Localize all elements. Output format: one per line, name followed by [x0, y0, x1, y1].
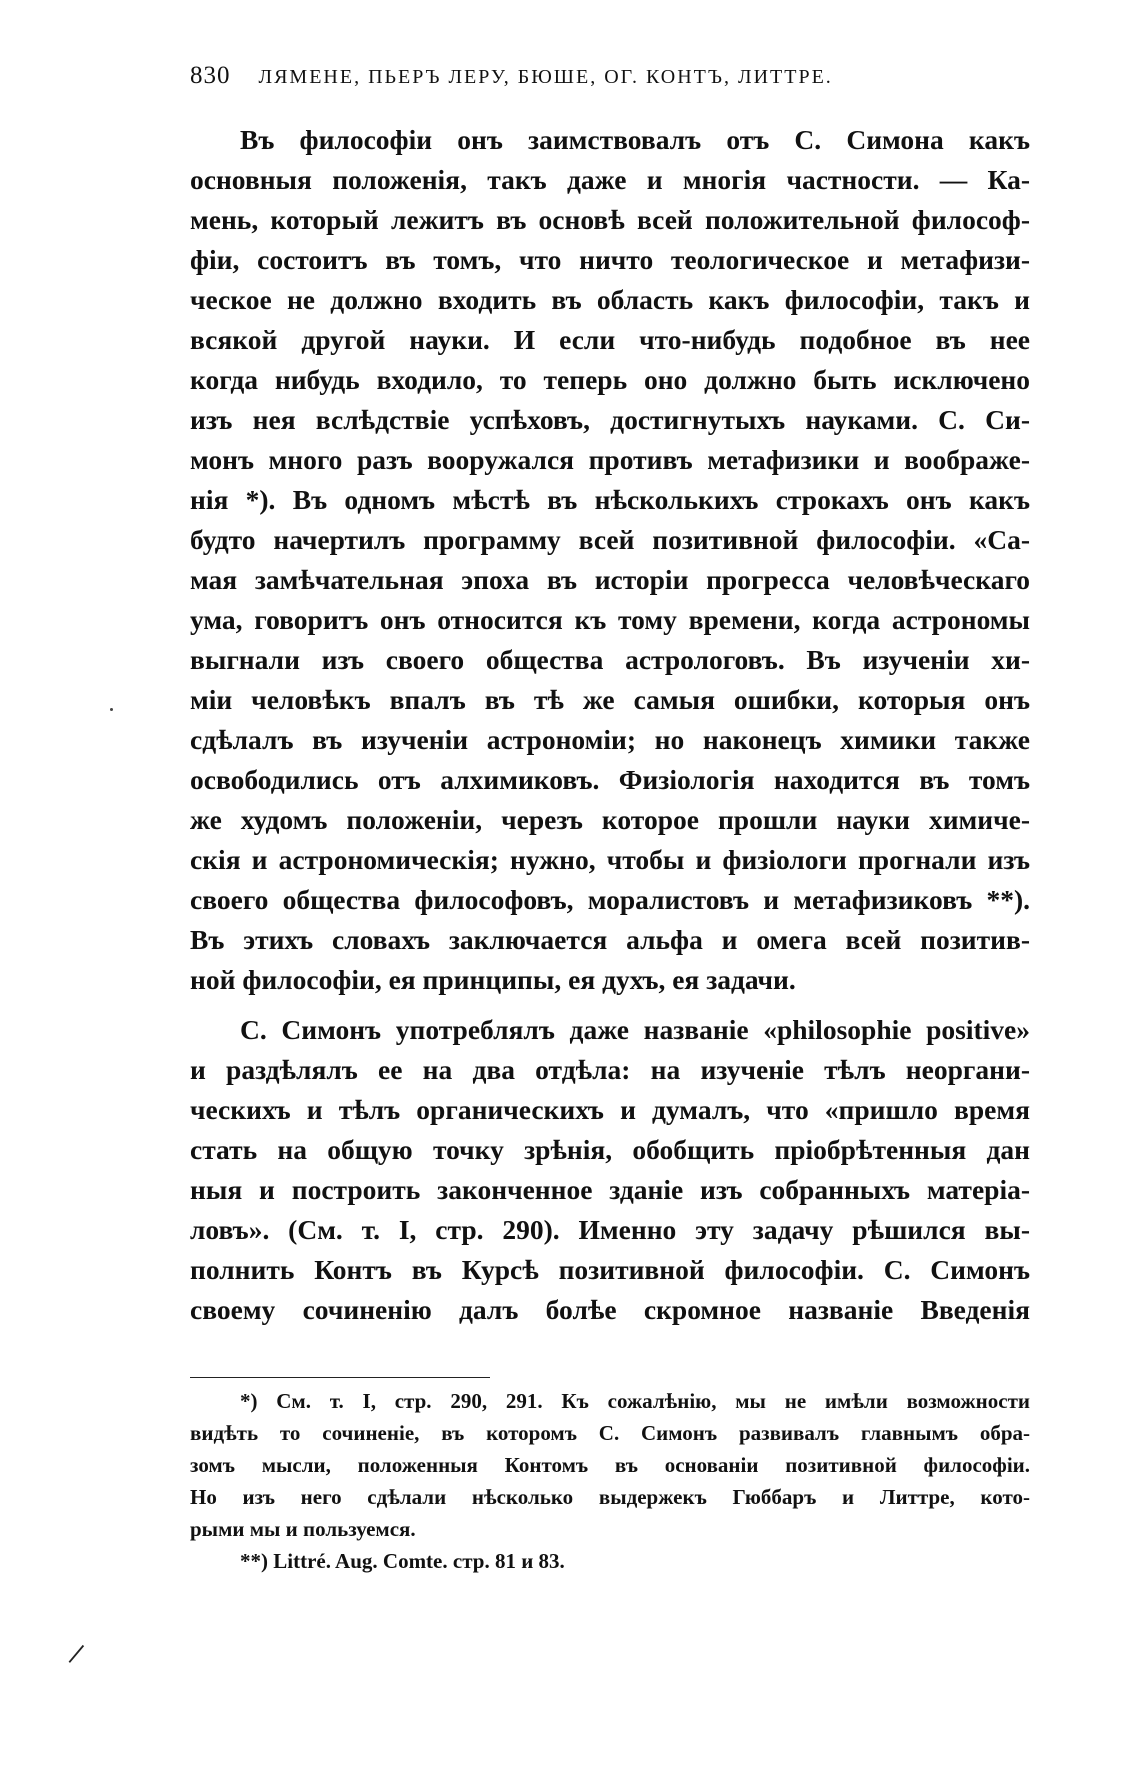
- footnotes: [190, 1385, 1030, 1577]
- text-line: ума, говоритъ онъ относится къ тому времени, когда астрономы: [190, 604, 1030, 635]
- footnote-line: Но изъ него сдѣлали нѣсколько выдержекъ Гюббаръ и Литтре, кото-: [190, 1485, 1030, 1509]
- page-number: 830: [190, 62, 231, 89]
- text-line: ческихъ и тѣлъ органическихъ и думалъ, что «пришло время: [190, 1094, 1030, 1125]
- paragraph-gap: [190, 1000, 1030, 1010]
- scan-mark-icon: ❘: [62, 1637, 93, 1669]
- text-line: основныя положенія, такъ даже и многія частности. — Ка-: [190, 164, 1030, 195]
- text-line: будто начертилъ программу всей позитивной философіи. «Са-: [190, 524, 1030, 555]
- text-line: міи человѣкъ впалъ въ тѣ же самыя ошибки, которыя онъ: [190, 684, 1030, 715]
- text-line: всякой другой науки. И если что-нибудь подобное въ нее: [190, 324, 1030, 355]
- text-line: ныя и построить законченное зданіе изъ собранныхъ матеріа-: [190, 1174, 1030, 1205]
- paragraph-2: [190, 1010, 1030, 1330]
- footnote-2: [190, 1545, 1030, 1577]
- text-line: и раздѣлялъ ее на два отдѣла: на изученіе тѣлъ неоргани-: [190, 1054, 1030, 1085]
- text-line: ловъ». (См. т. I, стр. 290). Именно эту задачу рѣшился вы-: [190, 1214, 1030, 1245]
- text-line: выгнали изъ своего общества астрологовъ. Въ изученіи хи-: [190, 644, 1030, 675]
- text-line: мая замѣчательная эпоха въ исторіи прогресса человѣческаго: [190, 564, 1030, 595]
- text-line: ческое не должно входить въ область какъ философіи, такъ и: [190, 284, 1030, 315]
- footnote-line: *) См. т. I, стр. 290, 291. Къ сожалѣнію, мы не имѣли возможности: [240, 1389, 1030, 1413]
- main-text: [190, 120, 1030, 1330]
- footnote-line: видѣть то сочиненіе, въ которомъ С. Симонъ развивалъ главнымъ обра-: [190, 1421, 1030, 1445]
- paragraph-1: [190, 120, 1030, 1000]
- text-line: Въ этихъ словахъ заключается альфа и омега всей позитив-: [190, 924, 1030, 955]
- text-line: своего общества философовъ, моралистовъ и метафизиковъ **).: [190, 884, 1030, 915]
- text-line: освободились отъ алхимиковъ. Физіологія находится въ томъ: [190, 764, 1030, 795]
- text-line: полнить Контъ въ Курсѣ позитивной философіи. С. Симонъ: [190, 1254, 1030, 1285]
- text-line: фіи, состоитъ въ томъ, что ничто теологическое и метафизи-: [190, 244, 1030, 275]
- text-line: скія и астрономическія; нужно, чтобы и физіологи прогнали изъ: [190, 844, 1030, 875]
- scan-speck: [110, 708, 113, 711]
- text-line: монъ много разъ вооружался противъ метафизики и воображе-: [190, 444, 1030, 475]
- running-title: ЛЯМЕНЕ, ПЬЕРЪ ЛЕРУ, БЮШЕ, ОГ. КОНТЪ, ЛИТТРЕ.: [258, 66, 833, 88]
- text-line: сдѣлалъ въ изученіи астрономіи; но наконецъ химики также: [190, 724, 1030, 755]
- text-line: Въ философіи онъ заимствовалъ отъ С. Симона какъ: [240, 124, 1030, 155]
- text-line: мень, который лежитъ въ основѣ всей положительной философ-: [190, 204, 1030, 235]
- footnote-line: зомъ мысли, положенныя Контомъ въ основаніи позитивной философіи.: [190, 1453, 1030, 1477]
- text-line: своему сочиненію далъ болѣе скромное названіе Введенія: [190, 1294, 1030, 1325]
- text-line: С. Симонъ употреблялъ даже названіе «philosophie positive»: [240, 1014, 1030, 1045]
- footnote-1: [190, 1385, 1030, 1545]
- footnote-divider: [190, 1377, 490, 1378]
- text-line: же худомъ положеніи, черезъ которое прошли науки химиче-: [190, 804, 1030, 835]
- text-line: когда нибудь входило, то теперь оно должно быть исключено: [190, 364, 1030, 395]
- text-line: стать на общую точку зрѣнія, обобщить пріобрѣтенныя дан: [190, 1134, 1030, 1165]
- page-header: [190, 62, 1030, 90]
- footnote-line: **) Littré. Aug. Comte. стр. 81 и 83.: [240, 1549, 565, 1573]
- text-line: нія *). Въ одномъ мѣстѣ въ нѣсколькихъ строкахъ онъ какъ: [190, 484, 1030, 515]
- text-line: ной философіи, ея принципы, ея духъ, ея задачи.: [190, 964, 796, 995]
- footnote-line: рыми мы и пользуемся.: [190, 1517, 416, 1541]
- text-line: изъ нея вслѣдствіе успѣховъ, достигнутыхъ науками. С. Си-: [190, 404, 1030, 435]
